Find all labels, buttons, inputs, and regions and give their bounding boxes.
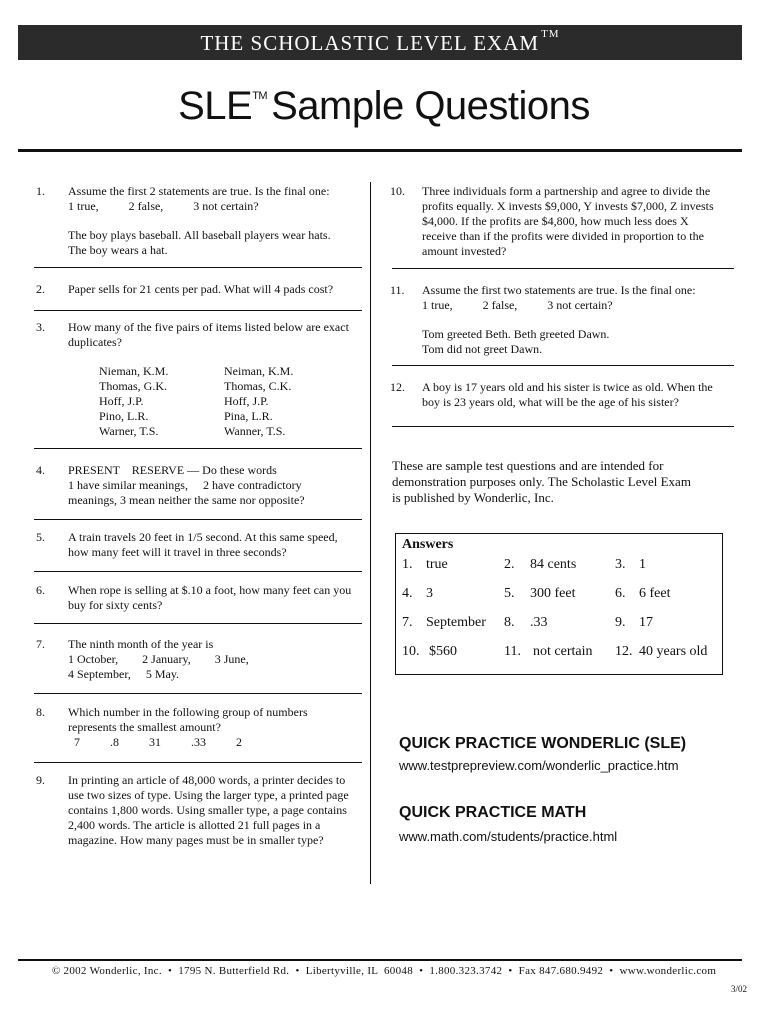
question-line: buy for sixty cents? [68, 598, 163, 612]
question-line: Assume the first two statements are true. Is the final one: [422, 283, 696, 297]
answer-num: 6. [615, 586, 626, 601]
answer-num: 4. [402, 586, 413, 601]
question-number: 5. [36, 530, 45, 544]
question-line: 7 .8 31 .33 2 [68, 735, 242, 749]
title-rest: Sample Questions [271, 84, 590, 128]
answer-num: 5. [504, 586, 515, 601]
answer-num: 10. [402, 644, 420, 659]
title-prefix: SLE [178, 84, 253, 128]
question-line: Assume the first 2 statements are true. Is the final one: [68, 184, 330, 198]
answer-value: September [426, 615, 486, 630]
answer-num: 12. [615, 644, 633, 659]
answer-value: 40 years old [639, 644, 708, 659]
answer-value: 1 [639, 557, 646, 572]
question-line: In printing an article of 48,000 words, a printer decides to [68, 773, 346, 787]
question-line: The boy plays baseball. All baseball players wear hats. [68, 228, 331, 242]
disclaimer-line: is published by Wonderlic, Inc. [392, 490, 554, 505]
question-number: 4. [36, 463, 45, 477]
question-number: 7. [36, 637, 45, 651]
question-divider [34, 519, 362, 520]
question-number: 9. [36, 773, 45, 787]
question-divider [34, 448, 362, 449]
answer-num: 7. [402, 615, 413, 630]
question-number: 6. [36, 583, 45, 597]
disclaimer-line: demonstration purposes only. The Scholastic Level Exam [392, 474, 691, 489]
question-divider [34, 571, 362, 572]
question-number: 8. [36, 705, 45, 719]
question-number: 11. [390, 283, 405, 297]
question-divider [34, 693, 362, 694]
question-line: A boy is 17 years old and his sister is twice as old. When the [422, 380, 713, 394]
question-line: meanings, 3 mean neither the same nor opposite? [68, 493, 305, 507]
question-line: When rope is selling at $.10 a foot, how many feet can you [68, 583, 352, 597]
answer-value: $560 [429, 644, 457, 659]
question-divider [34, 762, 362, 763]
answer-value: 17 [639, 615, 653, 630]
question-line: How many of the five pairs of items listed below are exact [68, 320, 349, 334]
pair-row [99, 364, 349, 379]
practice-title-math: QUICK PRACTICE MATH [399, 804, 587, 821]
question-line: PRESENT RESERVE — Do these words [68, 463, 277, 477]
title-rule [18, 149, 742, 152]
question-divider [34, 623, 362, 624]
question-line: represents the smallest amount? [68, 720, 221, 734]
question-line: 1 October, 2 January, 3 June, [68, 652, 249, 666]
footer-contact: © 2002 Wonderlic, Inc. • 1795 N. Butterfield Rd. • Libertyville, IL 60048 • 1.800.323.3742 • Fax 847.680.9492 • www.wonderlic.com [51, 965, 717, 977]
question-divider [392, 426, 734, 427]
answer-num: 1. [402, 557, 413, 572]
pair-right: Neiman, K.M. [224, 364, 294, 378]
question-line: Which number in the following group of numbers [68, 705, 308, 719]
question-line: A train travels 20 feet in 1/5 second. At this same speed, [68, 530, 338, 544]
question-line: amount invested? [422, 244, 507, 258]
question-line: $4,000. If the profits are $4,800, how much less does X [422, 214, 689, 228]
pair-right: Thomas, C.K. [224, 379, 292, 393]
pair-row [99, 424, 349, 439]
pair-row [99, 409, 349, 424]
question-divider [392, 365, 734, 366]
question-line: Tom greeted Beth. Beth greeted Dawn. [422, 327, 610, 341]
answer-num: 2. [504, 557, 515, 572]
question-number: 12. [390, 380, 405, 394]
pair-right: Hoff, J.P. [224, 394, 269, 408]
pair-left: Thomas, G.K. [99, 379, 167, 393]
pair-left: Pino, L.R. [99, 409, 149, 423]
answers-heading: Answers [402, 537, 454, 552]
answer-value: 6 feet [639, 586, 671, 601]
question-line: Tom did not greet Dawn. [422, 342, 543, 356]
question-line: how many feet will it travel in three seconds? [68, 545, 287, 559]
pair-row [99, 394, 349, 409]
disclaimer [392, 458, 691, 506]
question-line: receive than if the profits were divided in proportion to the [422, 229, 704, 243]
pair-right: Wanner, T.S. [224, 424, 286, 438]
question-line: magazine. How many pages must be in smaller type? [68, 833, 324, 847]
question-line: contains 1,800 words. Using smaller type, a page contains [68, 803, 347, 817]
answer-value: .33 [530, 615, 548, 630]
footer-rule [18, 959, 742, 961]
answer-value: 300 feet [530, 586, 576, 601]
question-line: The ninth month of the year is [68, 637, 214, 651]
question-line: Paper sells for 21 cents per pad. What will 4 pads cost? [68, 282, 334, 296]
answer-value: true [426, 557, 448, 572]
question-line: 4 September, 5 May. [68, 667, 180, 681]
question-line: 1 true, 2 false, 3 not certain? [422, 298, 613, 312]
question-line: 1 true, 2 false, 3 not certain? [68, 199, 259, 213]
question-line: 2,400 words. The article is allotted 21 full pages in a [68, 818, 321, 832]
column-divider [370, 182, 371, 884]
question-line: The boy wears a hat. [68, 243, 168, 257]
question-number: 3. [36, 320, 45, 334]
pair-right: Pina, L.R. [224, 409, 273, 423]
question-number: 10. [390, 184, 405, 198]
answer-num: 9. [615, 615, 626, 630]
practice-link-wonderlic[interactable]: www.testprepreview.com/wonderlic_practice.htm [399, 758, 679, 773]
question-number: 1. [36, 184, 45, 198]
answer-num: 8. [504, 615, 515, 630]
pair-left: Warner, T.S. [99, 424, 159, 438]
page-title [0, 84, 768, 129]
footer-date: 3/02 [730, 984, 747, 994]
question-line: 1 have similar meanings, 2 have contradictory [68, 478, 302, 492]
question-line: boy is 23 years old, what will be the age of his sister? [422, 395, 679, 409]
exam-banner [18, 25, 742, 60]
disclaimer-line: These are sample test questions and are intended for [392, 458, 664, 473]
question-number: 2. [36, 282, 45, 296]
answer-num: 11. [504, 644, 521, 659]
pair-left: Nieman, K.M. [99, 364, 169, 378]
answer-num: 3. [615, 557, 626, 572]
pair-row [99, 379, 349, 394]
pair-left: Hoff, J.P. [99, 394, 144, 408]
answers-box [395, 533, 723, 675]
question-line: duplicates? [68, 335, 122, 349]
question-divider [392, 268, 734, 269]
title-trademark: TM [252, 90, 268, 102]
question-divider [34, 310, 362, 311]
question-line: Three individuals form a partnership and agree to divide the [422, 184, 711, 198]
practice-link-math[interactable]: www.math.com/students/practice.html [399, 829, 618, 844]
answer-value: 3 [426, 586, 433, 601]
question-divider [34, 267, 362, 268]
name-pairs [99, 364, 349, 439]
question-line: profits equally. X invests $9,000, Y invests $7,000, Z invests [422, 199, 714, 213]
banner-text: THE SCHOLASTIC LEVEL EXAM [200, 31, 540, 55]
banner-trademark: TM [541, 28, 560, 40]
answer-value: not certain [533, 644, 593, 659]
answer-value: 84 cents [530, 557, 577, 572]
question-line: use two sizes of type. Using the larger type, a printed page [68, 788, 349, 802]
practice-title-wonderlic: QUICK PRACTICE WONDERLIC (SLE) [399, 735, 687, 752]
